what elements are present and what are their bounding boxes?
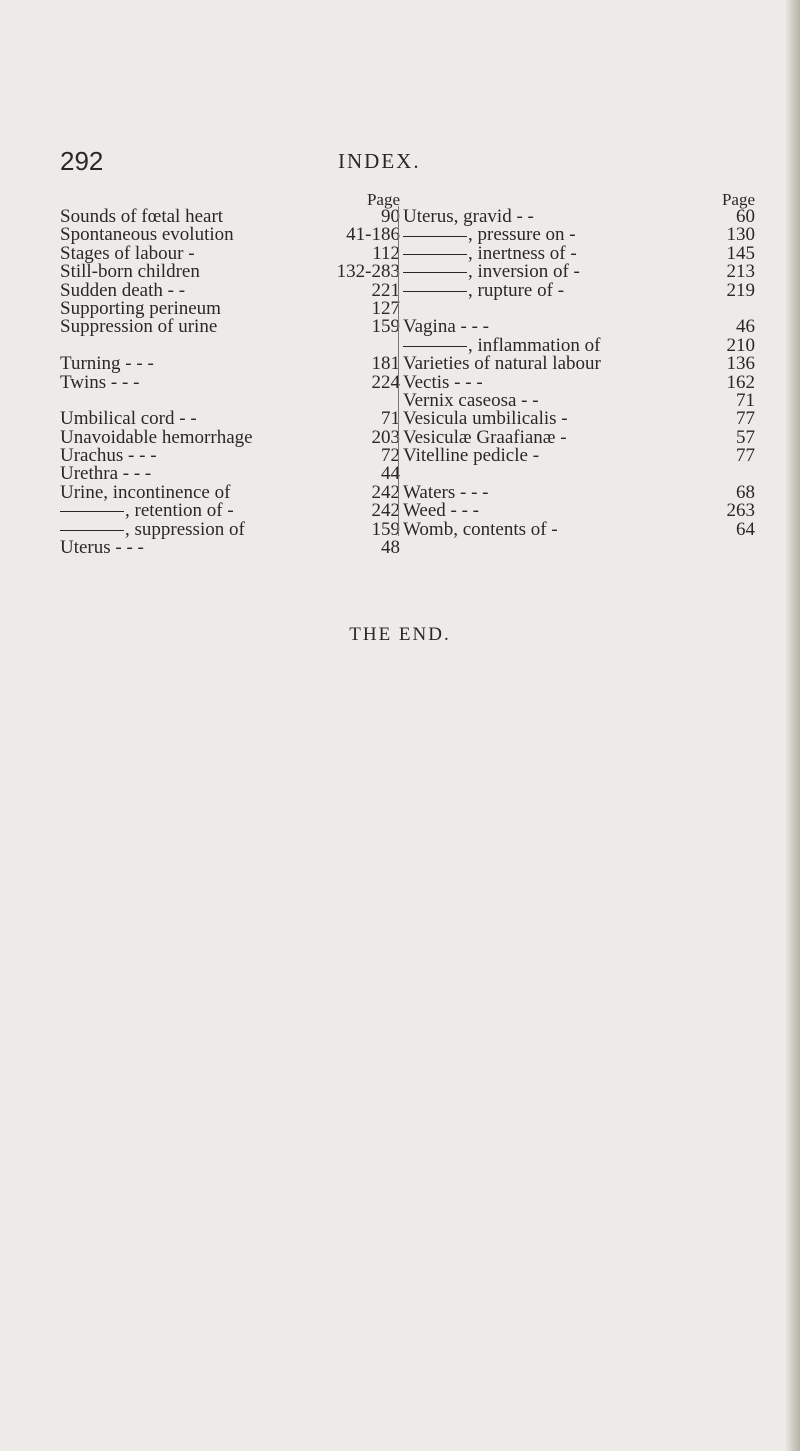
index-entry [60, 318, 400, 336]
ditto-rule [60, 511, 124, 512]
entry-page: 242 [371, 481, 400, 503]
entry-label: , inflammation of [403, 337, 600, 355]
entry-page: 224 [371, 371, 400, 393]
entry-page: 221 [371, 279, 400, 301]
entry-page: 90 [381, 206, 400, 227]
entry-page: 181 [371, 353, 400, 375]
entry-label: Vernix caseosa - - [403, 389, 539, 411]
page-column-heading: Page [366, 190, 400, 209]
entry-page: 136 [726, 353, 755, 375]
entry-label: Urine, incontinence of [60, 481, 231, 503]
entry-label: , inversion of - [403, 263, 580, 281]
entry-label: , inertness of - [403, 245, 577, 263]
entry-page: 57 [736, 426, 755, 448]
ditto-rule [403, 346, 467, 347]
entry-label: Vitelline pedicle - [403, 445, 540, 467]
entry-page: 46 [736, 316, 755, 338]
entry-page: 159 [371, 518, 400, 540]
entry-label: Waters - - - [403, 481, 489, 503]
entry-page: 213 [726, 261, 755, 283]
entry-page: 72 [381, 445, 400, 467]
entry-label: Vectis - - - [403, 371, 483, 393]
entry-page: 242 [371, 500, 400, 522]
entry-page: 162 [726, 371, 755, 393]
ditto-rule [403, 254, 467, 255]
entry-label: Sudden death - - [60, 279, 186, 301]
entry-page: 64 [736, 518, 755, 540]
page-header [0, 146, 800, 180]
column-divider [398, 206, 399, 536]
running-head: INDEX. [338, 149, 421, 173]
entry-page: 44 [381, 463, 400, 485]
entry-label: Turning - - - [60, 353, 154, 375]
entry-page: 68 [736, 481, 755, 503]
entry-label: Urachus - - - [60, 445, 157, 467]
index-entry [403, 447, 755, 465]
index-entry [403, 208, 755, 226]
page-edge-shadow [786, 0, 800, 1451]
entry-page: 112 [372, 242, 400, 264]
entry-label: Weed - - - [403, 500, 480, 522]
index-entry [403, 226, 755, 244]
index-entries-right [403, 208, 755, 539]
entry-label: Vesicula umbilicalis - [403, 408, 568, 430]
entry-label: Supporting perineum [60, 297, 221, 319]
entry-page: 130 [726, 224, 755, 246]
entry-page: 159 [371, 316, 400, 338]
entry-page: 263 [726, 500, 755, 522]
ditto-rule [403, 291, 467, 292]
end-text: THE END. [349, 624, 451, 645]
entry-label: Urethra - - - [60, 463, 152, 485]
index-column-right [403, 190, 755, 539]
entry-label: Umbilical cord - - [60, 408, 197, 430]
entry-label: Sounds of fœtal heart [60, 206, 224, 227]
index-column-left [60, 190, 400, 557]
entry-label: , rupture of - [403, 282, 564, 300]
entry-page: 219 [726, 279, 755, 301]
entry-page: 210 [726, 334, 755, 356]
page-number: 292 [60, 146, 104, 176]
entry-label: Suppression of urine [60, 316, 218, 338]
index-entry [60, 539, 400, 557]
page-column-heading: Page [721, 190, 755, 209]
entry-label: Vesiculæ Graafianæ - [403, 426, 567, 448]
entry-label: Uterus - - - [60, 537, 144, 559]
entry-page: 60 [736, 206, 755, 227]
ditto-rule [403, 236, 467, 237]
entry-label: Still-born children [60, 261, 200, 283]
entry-page: 71 [381, 408, 400, 430]
entry-page: 48 [381, 537, 400, 559]
entry-label: Uterus, gravid - - [403, 206, 534, 227]
entry-label: Womb, contents of - [403, 518, 558, 540]
entry-page: 203 [371, 426, 400, 448]
entry-label: Twins - - - [60, 371, 140, 393]
entry-label: , retention of - [60, 502, 234, 520]
entry-label: Varieties of natural labour [403, 353, 601, 375]
entry-page: 127 [371, 297, 400, 319]
entry-label: Stages of labour - [60, 242, 195, 264]
index-entry [403, 263, 755, 281]
entry-page: 145 [726, 242, 755, 264]
entry-label: Vagina - - - [403, 316, 489, 338]
entry-label: , suppression of [60, 521, 245, 539]
entry-label: Spontaneous evolution [60, 224, 234, 246]
entry-page: 77 [736, 408, 755, 430]
entry-label: Unavoidable hemorrhage [60, 426, 253, 448]
ditto-rule [60, 530, 124, 531]
entry-page: 77 [736, 445, 755, 467]
entry-page: 71 [736, 389, 755, 411]
index-entries-left [60, 208, 400, 557]
index-entry [403, 518, 755, 540]
ditto-rule [403, 272, 467, 273]
entry-label: , pressure on - [403, 226, 576, 244]
index-entry [403, 279, 755, 301]
entry-page: 41-186 [346, 224, 400, 246]
entry-page: 132-283 [336, 261, 400, 283]
index-entry [60, 371, 400, 393]
